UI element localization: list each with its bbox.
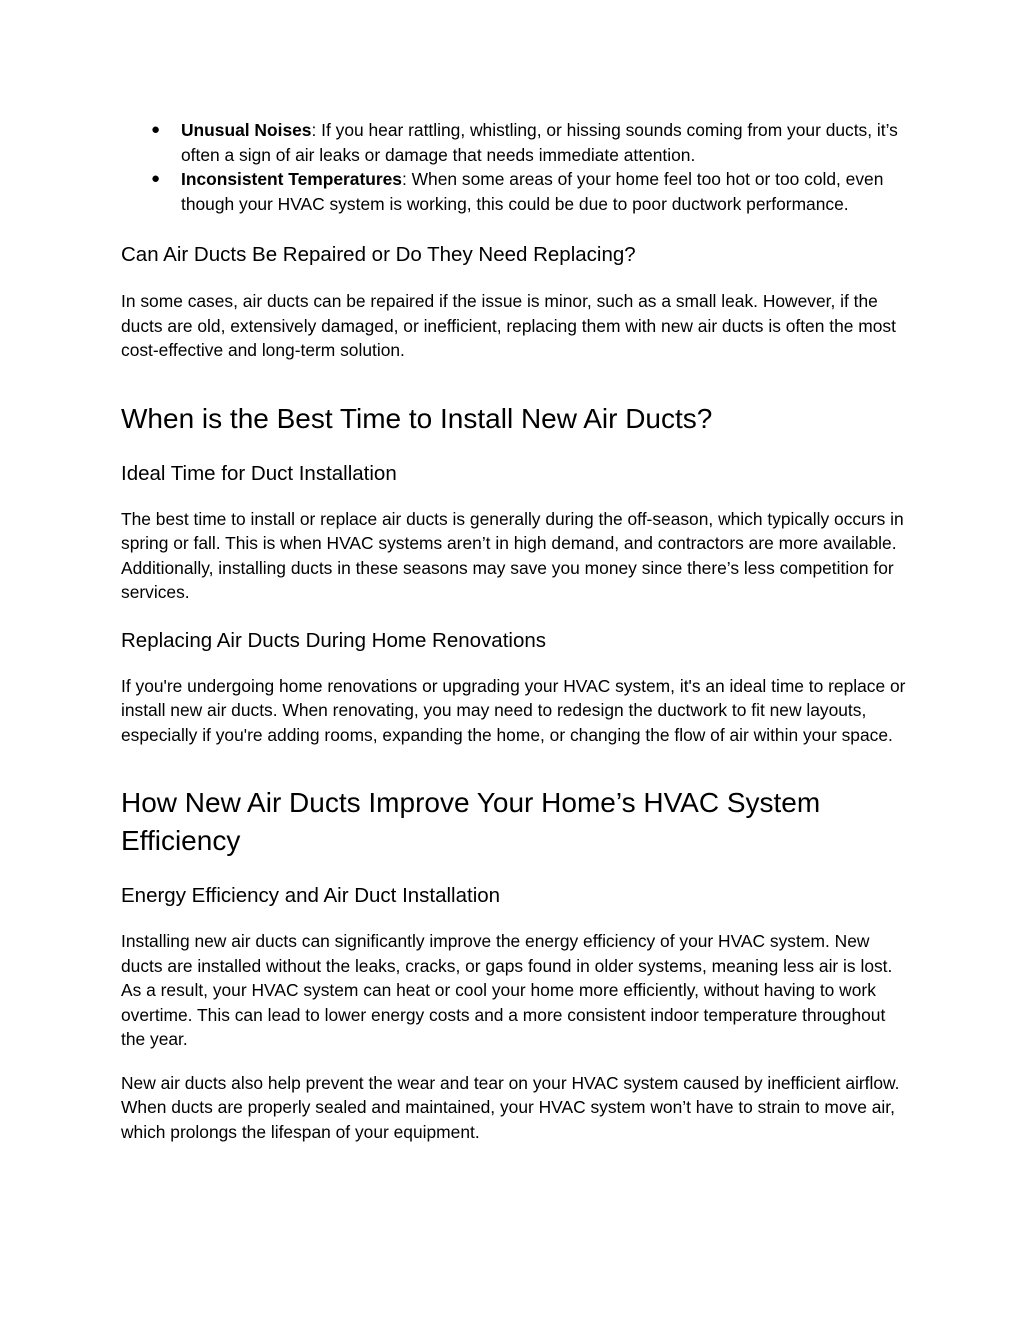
list-item <box>121 167 911 216</box>
renovations-heading: Replacing Air Ducts During Home Renovations <box>121 628 547 652</box>
best-time-heading: When is the Best Time to Install New Air Ducts? <box>121 402 713 434</box>
bullet-icon: ● <box>151 121 161 138</box>
energy-efficiency-heading: Energy Efficiency and Air Duct Installation <box>121 884 501 907</box>
bullet-icon: ● <box>151 170 161 187</box>
warning-signs-list <box>121 118 911 216</box>
repair-or-replace-heading: Can Air Ducts Be Repaired or Do They Need Replacing? <box>121 243 636 266</box>
efficiency-heading: How New Air Ducts Improve Your Home’s HVAC System Efficiency <box>121 787 821 856</box>
bullet-term: Inconsistent Temperatures <box>181 169 402 189</box>
bullet-text: : When some areas of your home feel too hot or too cold, even though your HVAC system is working, this could be due to poor ductwork performance. <box>181 169 884 214</box>
repair-or-replace-paragraph: In some cases, air ducts can be repaired if the issue is minor, such as a small leak. However, if the ducts are old, extensively damaged, or inefficient, replacing them with new air ducts is often the most cost-effective and long-term solution. <box>121 291 896 360</box>
ideal-time-heading: Ideal Time for Duct Installation <box>121 461 397 485</box>
document-page <box>121 118 911 1144</box>
energy-efficiency-paragraph-2: New air ducts also help prevent the wear and tear on your HVAC system caused by inefficient airflow. When ducts are properly sealed and maintained, your HVAC system won’t have to strain to move air, which prolongs the lifespan of your equipment. <box>121 1072 900 1142</box>
energy-efficiency-paragraph-1: Installing new air ducts can significantly improve the energy efficiency of your HVAC system. New ducts are installed without the leaks, cracks, or gaps found in older systems, meaning less air is lost. As a result, your HVAC system can heat or cool your home more efficiently, without having to work overtime. This can lead to lower energy costs and a more consistent indoor temperature throughout the year. <box>121 931 893 1049</box>
list-item <box>121 118 911 167</box>
bullet-term: Unusual Noises <box>181 120 312 140</box>
bullet-text: : If you hear rattling, whistling, or hissing sounds coming from your ducts, it’s often a sign of air leaks or damage that needs immediate attention. <box>181 120 898 165</box>
renovations-paragraph: If you're undergoing home renovations or upgrading your HVAC system, it's an ideal time to replace or install new air ducts. When renovating, you may need to redesign the ductwork to fit new layouts, especially if you're adding rooms, expanding the home, or changing the flow of air within your space. <box>121 675 906 745</box>
ideal-time-paragraph: The best time to install or replace air ducts is generally during the off-season, which typically occurs in spring or fall. This is when HVAC systems aren’t in high demand, and contractors are more available. Additionally, installing ducts in these seasons may save you money since there’s less competition for services. <box>121 508 904 602</box>
